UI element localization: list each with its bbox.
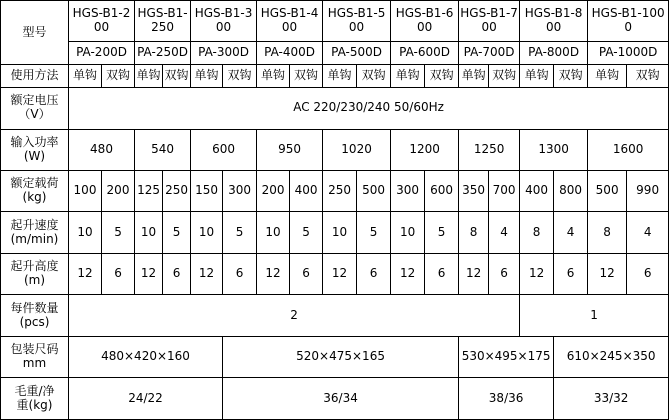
speed-cell: 10	[191, 212, 223, 253]
row-label-speed	[1, 212, 69, 253]
table-row-model-bottom	[1, 42, 669, 65]
power-cell: 1020	[323, 129, 391, 170]
height-cell: 6	[223, 253, 257, 294]
height-cell: 12	[191, 253, 223, 294]
usage-cell: 单钩	[257, 65, 290, 88]
model-alt-cell: PA-400D	[257, 42, 323, 65]
row-label-weight-line1: 毛重/净	[14, 383, 55, 398]
height-cell: 12	[520, 253, 554, 294]
model-cell: HGS-B1-500	[323, 1, 391, 42]
power-cell: 540	[135, 129, 191, 170]
row-label-load-line1: 额定载荷	[10, 176, 59, 191]
table-row-package	[1, 336, 669, 377]
usage-cell: 双钩	[425, 65, 459, 88]
model-alt-cell: PA-800D	[520, 42, 588, 65]
speed-cell: 4	[627, 212, 669, 253]
load-cell: 800	[554, 170, 588, 211]
table-row-weight	[1, 378, 669, 420]
model-alt-cell: PA-300D	[191, 42, 257, 65]
usage-cell: 双钩	[554, 65, 588, 88]
table-row-voltage	[1, 88, 669, 129]
table-row-power	[1, 129, 669, 170]
load-cell: 250	[323, 170, 357, 211]
table-row-quantity	[1, 295, 669, 336]
row-label-voltage-line1: 额定电压	[10, 93, 59, 108]
package-cell: 480×420×160	[69, 336, 223, 377]
table-row-model-top	[1, 1, 669, 42]
power-cell: 480	[69, 129, 135, 170]
row-label-usage: 使用方法	[1, 65, 69, 88]
weight-cell: 36/34	[223, 378, 459, 420]
load-cell: 500	[357, 170, 391, 211]
row-label-package-line1: 包装尺码	[10, 342, 59, 357]
package-cell: 610×245×350	[554, 336, 669, 377]
power-cell: 1200	[391, 129, 459, 170]
usage-cell: 双钩	[290, 65, 323, 88]
height-cell: 12	[257, 253, 290, 294]
speed-cell: 8	[520, 212, 554, 253]
row-label-power-line1: 输入功率	[10, 134, 59, 149]
row-label-speed-line1: 起升速度	[10, 217, 59, 232]
speed-cell: 8	[459, 212, 489, 253]
row-label-load	[1, 170, 69, 211]
package-cell: 520×475×165	[223, 336, 459, 377]
load-cell: 300	[223, 170, 257, 211]
load-cell: 700	[489, 170, 520, 211]
load-cell: 200	[102, 170, 135, 211]
load-cell: 500	[588, 170, 627, 211]
usage-cell: 双钩	[489, 65, 520, 88]
height-cell: 12	[459, 253, 489, 294]
power-cell: 1600	[588, 129, 669, 170]
table-row-height	[1, 253, 669, 294]
row-label-model: 型号	[1, 1, 69, 65]
row-label-voltage-line2: （V）	[18, 107, 51, 122]
usage-cell: 单钩	[69, 65, 102, 88]
row-label-height	[1, 253, 69, 294]
usage-cell: 双钩	[223, 65, 257, 88]
usage-cell: 单钩	[391, 65, 425, 88]
height-cell: 6	[102, 253, 135, 294]
load-cell: 300	[391, 170, 425, 211]
model-cell: HGS-B1-200	[69, 1, 135, 42]
table-row-load	[1, 170, 669, 211]
voltage-value: AC 220/230/240 50/60Hz	[69, 88, 669, 129]
height-cell: 6	[290, 253, 323, 294]
load-cell: 990	[627, 170, 669, 211]
height-cell: 12	[391, 253, 425, 294]
speed-cell: 4	[554, 212, 588, 253]
usage-cell: 单钩	[323, 65, 357, 88]
row-label-load-line2: (kg)	[22, 190, 47, 205]
usage-cell: 单钩	[191, 65, 223, 88]
row-label-speed-line2: (m/min)	[10, 231, 59, 246]
usage-cell: 单钩	[520, 65, 554, 88]
height-cell: 6	[489, 253, 520, 294]
height-cell: 12	[69, 253, 102, 294]
usage-cell: 单钩	[588, 65, 627, 88]
row-label-voltage	[1, 88, 69, 129]
model-alt-cell: PA-200D	[69, 42, 135, 65]
power-cell: 1250	[459, 129, 520, 170]
usage-cell: 双钩	[627, 65, 669, 88]
row-label-quantity	[1, 295, 69, 336]
power-cell: 1300	[520, 129, 588, 170]
speed-cell: 10	[69, 212, 102, 253]
usage-cell: 单钩	[459, 65, 489, 88]
speed-cell: 5	[290, 212, 323, 253]
power-cell: 950	[257, 129, 323, 170]
load-cell: 400	[290, 170, 323, 211]
speed-cell: 10	[391, 212, 425, 253]
row-label-height-line2: (m)	[23, 273, 46, 288]
usage-cell: 双钩	[357, 65, 391, 88]
quantity-cell: 2	[69, 295, 520, 336]
load-cell: 100	[69, 170, 102, 211]
speed-cell: 10	[323, 212, 357, 253]
row-label-quantity-line1: 每件数量	[10, 300, 59, 315]
height-cell: 6	[425, 253, 459, 294]
speed-cell: 10	[135, 212, 163, 253]
load-cell: 150	[191, 170, 223, 211]
height-cell: 12	[135, 253, 163, 294]
row-label-package	[1, 336, 69, 377]
quantity-cell: 1	[520, 295, 669, 336]
load-cell: 125	[135, 170, 163, 211]
usage-cell: 双钩	[102, 65, 135, 88]
model-cell: HGS-B1-600	[391, 1, 459, 42]
power-cell: 600	[191, 129, 257, 170]
height-cell: 6	[357, 253, 391, 294]
load-cell: 400	[520, 170, 554, 211]
speed-cell: 5	[223, 212, 257, 253]
speed-cell: 5	[425, 212, 459, 253]
model-cell: HGS-B1-250	[135, 1, 191, 42]
model-cell: HGS-B1-1000	[588, 1, 669, 42]
row-label-weight-line2: 重(kg)	[16, 397, 53, 412]
load-cell: 200	[257, 170, 290, 211]
speed-cell: 4	[489, 212, 520, 253]
weight-cell: 33/32	[554, 378, 669, 420]
model-alt-cell: PA-700D	[459, 42, 520, 65]
model-cell: HGS-B1-800	[520, 1, 588, 42]
speed-cell: 8	[588, 212, 627, 253]
speed-cell: 10	[257, 212, 290, 253]
table-row-usage	[1, 65, 669, 88]
row-label-quantity-line2: (pcs)	[19, 314, 50, 329]
row-label-power-line2: (W)	[23, 148, 46, 163]
table-row-speed	[1, 212, 669, 253]
row-label-power	[1, 129, 69, 170]
load-cell: 600	[425, 170, 459, 211]
height-cell: 12	[323, 253, 357, 294]
model-alt-cell: PA-500D	[323, 42, 391, 65]
model-cell: HGS-B1-700	[459, 1, 520, 42]
row-label-weight	[1, 378, 69, 420]
height-cell: 6	[554, 253, 588, 294]
speed-cell: 5	[163, 212, 191, 253]
load-cell: 250	[163, 170, 191, 211]
row-label-height-line1: 起升高度	[10, 259, 59, 274]
model-cell: HGS-B1-300	[191, 1, 257, 42]
model-cell: HGS-B1-400	[257, 1, 323, 42]
load-cell: 350	[459, 170, 489, 211]
usage-cell: 双钩	[163, 65, 191, 88]
height-cell: 6	[163, 253, 191, 294]
row-label-package-line2: mm	[22, 356, 47, 371]
weight-cell: 24/22	[69, 378, 223, 420]
speed-cell: 5	[102, 212, 135, 253]
height-cell: 12	[588, 253, 627, 294]
usage-cell: 单钩	[135, 65, 163, 88]
model-alt-cell: PA-250D	[135, 42, 191, 65]
height-cell: 6	[627, 253, 669, 294]
weight-cell: 38/36	[459, 378, 554, 420]
speed-cell: 5	[357, 212, 391, 253]
package-cell: 530×495×175	[459, 336, 554, 377]
model-alt-cell: PA-600D	[391, 42, 459, 65]
model-alt-cell: PA-1000D	[588, 42, 669, 65]
